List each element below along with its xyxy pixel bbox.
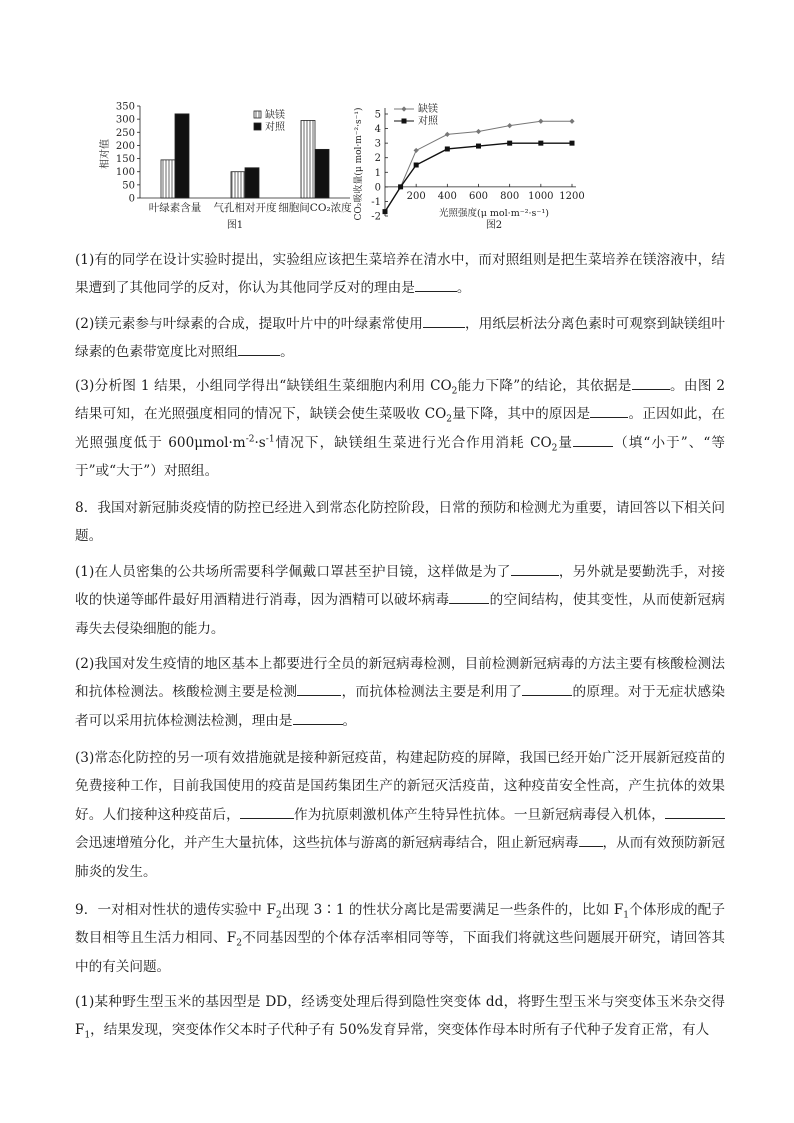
x-tick-label: 600 [468,190,489,202]
legend-swatch [254,111,261,118]
question-9-part-1 [75,988,725,1045]
answer-blank[interactable] [449,591,489,604]
question-9-intro [75,896,725,981]
q7-3-end: （填“小于”、“等于”或“大于”）对照组。 [75,434,725,480]
question-7-part-3 [75,372,725,486]
superscript: -1 [265,434,275,445]
data-point-对照 [398,184,403,189]
data-point-对照 [383,209,388,214]
answer-blank[interactable] [293,712,343,725]
q8-2-text: (2)我国对发生疫情的地区基本上都要进行全员的新冠病毒检测，目前检测新冠病毒的方法主要有核酸检测法和抗体检测法。核酸检测主要是检测 [75,656,725,701]
data-point-缺镁 [476,129,481,134]
bar-对照-2 [245,168,259,198]
answer-blank[interactable] [240,806,294,819]
q9-1-text: (1)某种野生型玉米的基因型是 DD，经诱变处理后得到隐性突变体 dd，将野生型玉米与突变体玉米杂交得 F [75,994,725,1039]
y-tick-label: 350 [115,101,135,113]
answer-blank[interactable] [573,434,613,447]
q7-3-text: (3)分析图 1 结果，小组同学得出“缺镁组生菜细胞内利用 CO [75,378,452,394]
x-tick-label: 细胞间CO₂浓度 [278,202,352,214]
figure-2-line-chart [352,102,585,231]
q7-3-text-g: 情况下，缺镁组生菜进行光合作用消耗 CO [274,434,552,451]
y-tick-label: 3 [374,138,381,150]
q8-3-text-c: 会迅速增殖分化，并产生大量抗体，这些抗体与游离的新冠病毒结合，阻止新冠病毒 [75,835,579,852]
answer-blank[interactable] [522,683,572,696]
legend-label: 对照 [418,116,438,127]
question-7-part-2 [75,310,725,367]
y-tick-label: 0 [374,182,381,194]
y-tick-label: 150 [115,154,135,166]
q9-text-c: 个体形成的配子数目相等且生活力相同、F [75,902,725,947]
y-tick-label: -2 [371,211,381,223]
y-tick-label: 5 [374,109,381,121]
question-8-intro: 8．我国对新冠肺炎疫情的防控已经进入到常态化防控阶段，日常的预防和检测尤为重要，请回答以下相关问题。 [75,500,725,545]
answer-blank[interactable] [590,405,628,418]
y-tick-label: 0 [128,193,135,205]
x-tick-label: 800 [500,190,520,202]
data-point-缺镁 [569,119,574,124]
legend-marker [401,106,406,111]
legend-label: 缺镁 [418,104,438,115]
q9-text: 9．一对相对性状的遗传实验中 F [75,902,276,918]
q7-1-end: 。 [456,280,471,297]
data-point-对照 [538,141,543,146]
q8-3-end: ，从而有效预防新冠肺炎的发生。 [75,835,726,880]
question-8-part-3 [75,744,725,886]
q9-text-d: 不同基因型的个体存活率相同等等，下面我们将就这些问题展开研究，请回答其中的有关问题。 [75,930,726,975]
y-tick-label: 50 [122,180,135,192]
y-tick-label: 250 [115,127,135,139]
y-tick-label: -1 [371,196,381,208]
q7-3-text-h: 量 [557,434,574,451]
q7-3-text-c: 。由图 2 结果可知，在光照强度相同的情况下，缺镁会使生菜吸收 CO [75,378,725,423]
q7-3-text-e: 。正因如此，在光照强度低于 600μmol·m [75,406,726,451]
superscript: -2 [245,434,255,445]
data-point-缺镁 [414,148,419,153]
q8-1-end: 的空间结构，使其变性，从而使新冠病毒失去侵染细胞的能力。 [75,592,726,637]
figures [96,96,596,232]
answer-blank[interactable] [238,343,280,356]
data-point-对照 [570,141,575,146]
q7-2-text-b: ，用纸层析法分离色素时可观察到缺镁组叶绿素的色素带宽度比对照组 [75,316,726,361]
q7-3-text-d: 量下降，其中的原因是 [452,406,591,423]
q8-2-text-b: ，而抗体检测法主要是利用了 [341,684,523,701]
data-point-对照 [445,146,450,151]
q7-3-text-b: 能力下降”的结论，其依据是 [457,378,632,394]
legend-label: 对照 [265,122,285,133]
legend-marker [402,119,407,124]
subscript: 2 [446,415,453,426]
q9-1-text-b: ，结果发现，突变体作父本时子代种子有 50%发育异常，突变体作母本时所有子代种子发育正常，有人 [90,1022,710,1039]
q7-2-text: (2)镁元素参与叶绿素的合成，提取叶片中的叶绿素常使用 [75,316,423,332]
question-7-part-1 [75,246,725,303]
q8-1-text: (1)在人员密集的公共场所需要科学佩戴口罩甚至护目镜，这样做是为了 [75,564,511,580]
q8-2-text-c: 的原理。对于无症状感染者可以采用抗体检测法检测，理由是 [75,684,726,729]
figure-caption: 图1 [226,220,244,231]
x-tick-label: 气孔相对开度 [213,202,277,214]
x-tick-label: 叶绿素含量 [148,202,202,214]
q7-1-text: (1)有的同学在设计实验时提出，实验组应该把生菜培养在清水中，而对照组则是把生菜培养在镁溶液中，结果遭到了其他同学的反对，你认为其他同学反对的理由是 [75,252,725,297]
y-tick-label: 100 [115,167,135,179]
figure-1-bar-chart [98,102,352,232]
x-axis-title: 光照强度(μ mol·m⁻²·s⁻¹) [439,208,549,219]
data-point-对照 [507,141,512,146]
data-point-缺镁 [538,119,543,124]
y-axis-title: CO₂吸收量(μ mol·m⁻²·s⁻¹) [354,107,364,221]
question-8-part-1 [75,558,725,643]
subscript: 2 [236,939,242,950]
q7-2-end: 。 [280,344,294,361]
q8-1-text-b: ，另外就是要勤洗手，对接收的快递等邮件最好用酒精进行消毒，因为酒精可以破坏病毒 [75,564,725,609]
subscript: 2 [275,910,282,921]
q8-2-end: 。 [342,712,357,729]
y-tick-label: 4 [374,124,381,136]
legend-label: 缺镁 [265,110,285,121]
question-8-part-2 [75,650,725,735]
bar-对照-1 [175,114,189,198]
answer-blank[interactable] [579,834,603,847]
x-tick-label: 1200 [559,190,585,202]
bar-对照-3 [315,149,329,198]
data-point-对照 [476,144,481,149]
q8-3-text-b: 作为抗原刺激机体产生特异性抗体。一旦新冠病毒侵入机体， [293,806,666,823]
bar-缺镁-1 [161,160,175,198]
y-tick-label: 1 [374,167,381,179]
subscript: 1 [84,1031,91,1042]
answer-blank[interactable] [423,315,465,328]
subscript: 1 [623,910,630,921]
q7-3-text-f: ·s [254,434,266,451]
x-tick-label: 400 [437,190,457,202]
subscript: 2 [451,386,458,397]
bar-缺镁-3 [301,120,315,198]
data-point-缺镁 [507,123,512,128]
data-point-缺镁 [445,132,450,137]
y-axis-title: 相对值 [100,139,111,169]
x-tick-label: 1000 [528,190,554,202]
figure-caption: 图2 [485,220,503,231]
answer-blank[interactable] [415,279,457,292]
y-tick-label: 200 [115,140,135,152]
answer-blank[interactable] [632,377,670,390]
answer-blank[interactable] [297,683,341,696]
y-tick-label: 2 [374,153,381,165]
y-tick-label: 300 [115,114,135,126]
q8-3-text: (3)常态化防控的另一项有效措施就是接种新冠疫苗，构建起防疫的屏障，我国已经开始广泛开展新冠疫苗的免费接种工作，目前我国使用的疫苗是国药集团生产的新冠灭活疫苗，这种疫苗安全性高，产生抗体的效果好。人们接种这种疫苗后， [75,750,725,823]
data-point-对照 [414,163,419,168]
subscript: 2 [551,443,558,454]
answer-blank[interactable] [511,563,559,576]
x-tick-label: 200 [406,190,426,202]
answer-blank[interactable] [665,806,725,819]
bar-缺镁-2 [231,172,245,198]
legend-swatch [254,123,261,130]
q9-text-b: 出现 3∶1 的性状分离比是需要满足一些条件的，比如 F [281,902,624,918]
